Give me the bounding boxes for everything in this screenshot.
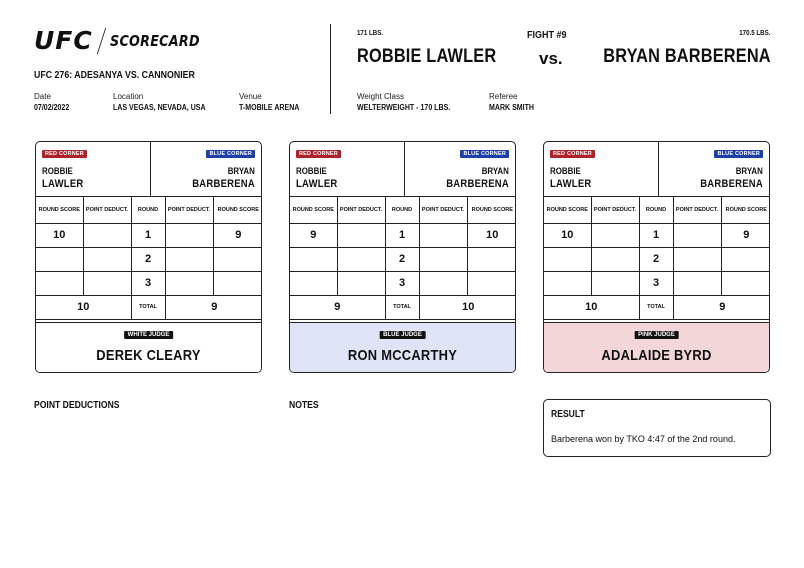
judge-name: ADALAIDE BYRD <box>601 347 712 364</box>
red-round-score <box>290 271 337 295</box>
blue-round-score <box>467 247 516 271</box>
red-point-deduct <box>337 247 385 271</box>
red-round-score: 10 <box>36 223 83 247</box>
blue-point-deduct <box>165 271 213 295</box>
blue-point-deduct <box>419 247 467 271</box>
judge-badge: WHITE JUDGE <box>124 331 174 339</box>
point-deduct-header: POINT DEDUCT. <box>673 197 721 223</box>
score-table <box>290 197 516 320</box>
card-header-divider <box>404 142 405 197</box>
round-header: ROUND <box>131 197 165 223</box>
score-table <box>544 197 770 320</box>
round-number: 2 <box>131 247 165 271</box>
blue-point-deduct <box>673 247 721 271</box>
card-fighters-header <box>544 142 769 197</box>
card-header-divider <box>150 142 151 197</box>
blue-point-deduct <box>419 271 467 295</box>
logo-subtitle: SCORECARD <box>109 31 200 50</box>
red-corner-badge: RED CORNER <box>42 150 87 158</box>
blue-last-name: BARBERENA <box>192 178 255 190</box>
red-point-deduct <box>591 247 639 271</box>
total-label: TOTAL <box>131 295 165 319</box>
red-round-score <box>544 271 591 295</box>
blue-last-name: BARBERENA <box>446 178 509 190</box>
judge-area <box>36 322 261 373</box>
round-row <box>544 247 770 271</box>
blue-point-deduct <box>165 247 213 271</box>
round-number: 3 <box>385 271 419 295</box>
location-value: LAS VEGAS, NEVADA, USA <box>113 103 206 112</box>
score-table <box>36 197 262 320</box>
round-header: ROUND <box>639 197 673 223</box>
blue-round-score <box>213 247 262 271</box>
round-number: 2 <box>385 247 419 271</box>
score-table-header <box>36 197 262 223</box>
logo-text: UFC <box>34 26 93 55</box>
card-fighters-header <box>36 142 261 197</box>
round-row <box>36 247 262 271</box>
round-score-header: ROUND SCORE <box>36 197 83 223</box>
judge-scorecard-2 <box>289 141 516 373</box>
red-corner-badge: RED CORNER <box>296 150 341 158</box>
red-weight: 171 LBS. <box>357 30 384 37</box>
venue-value: T-MOBILE ARENA <box>239 103 300 112</box>
round-number: 1 <box>131 223 165 247</box>
judge-name: DEREK CLEARY <box>96 347 201 364</box>
blue-round-score: 9 <box>721 223 770 247</box>
red-point-deduct <box>337 271 385 295</box>
blue-total: 9 <box>673 295 770 319</box>
round-number: 1 <box>639 223 673 247</box>
judge-scorecard-1 <box>35 141 262 373</box>
blue-corner-badge: BLUE CORNER <box>714 150 763 158</box>
point-deduct-header: POINT DEDUCT. <box>165 197 213 223</box>
blue-round-score: 9 <box>213 223 262 247</box>
round-row <box>290 247 516 271</box>
blue-corner-badge: BLUE CORNER <box>460 150 509 158</box>
total-row <box>290 295 516 319</box>
round-row <box>290 271 516 295</box>
ufc-logo <box>34 26 215 55</box>
red-corner-badge: RED CORNER <box>550 150 595 158</box>
red-point-deduct <box>83 223 131 247</box>
blue-weight: 170.5 LBS. <box>738 30 770 37</box>
red-round-score <box>36 247 83 271</box>
round-score-header: ROUND SCORE <box>467 197 516 223</box>
red-point-deduct <box>591 223 639 247</box>
round-row <box>36 223 262 247</box>
red-round-score <box>36 271 83 295</box>
round-number: 3 <box>131 271 165 295</box>
score-table-header <box>290 197 516 223</box>
red-point-deduct <box>337 223 385 247</box>
total-row <box>544 295 770 319</box>
round-number: 3 <box>639 271 673 295</box>
round-score-header: ROUND SCORE <box>290 197 337 223</box>
blue-point-deduct <box>673 271 721 295</box>
judge-area <box>290 322 515 373</box>
point-deduct-header: POINT DEDUCT. <box>83 197 131 223</box>
card-header-divider <box>658 142 659 197</box>
notes-title: NOTES <box>289 400 319 411</box>
total-label: TOTAL <box>385 295 419 319</box>
blue-fighter-name: BRYAN BARBERENA <box>603 46 771 67</box>
blue-point-deduct <box>419 223 467 247</box>
round-row <box>544 271 770 295</box>
red-point-deduct <box>83 271 131 295</box>
round-score-header: ROUND SCORE <box>721 197 770 223</box>
round-score-header: ROUND SCORE <box>213 197 262 223</box>
date-label: Date <box>34 92 51 101</box>
referee-value: MARK SMITH <box>489 103 534 112</box>
venue-label: Venue <box>239 92 262 101</box>
round-row <box>290 223 516 247</box>
blue-first-name: BRYAN <box>735 166 763 176</box>
weight-class-value: WELTERWEIGHT - 170 LBS. <box>357 103 451 112</box>
red-last-name: LAWLER <box>550 178 592 190</box>
header-divider <box>330 24 331 114</box>
red-round-score: 10 <box>544 223 591 247</box>
round-header: ROUND <box>385 197 419 223</box>
red-last-name: LAWLER <box>296 178 338 190</box>
blue-round-score: 10 <box>467 223 516 247</box>
red-round-score <box>290 247 337 271</box>
point-deduct-header: POINT DEDUCT. <box>419 197 467 223</box>
judge-area <box>544 322 769 373</box>
round-number: 2 <box>639 247 673 271</box>
blue-total: 9 <box>165 295 262 319</box>
weight-class-label: Weight Class <box>357 92 404 101</box>
referee-label: Referee <box>489 92 518 101</box>
blue-round-score <box>721 271 770 295</box>
blue-point-deduct <box>673 223 721 247</box>
red-total: 10 <box>36 295 131 319</box>
red-point-deduct <box>591 271 639 295</box>
red-round-score: 9 <box>290 223 337 247</box>
card-fighters-header <box>290 142 515 197</box>
judge-badge: BLUE JUDGE <box>379 331 426 339</box>
blue-corner-badge: BLUE CORNER <box>206 150 255 158</box>
blue-round-score <box>721 247 770 271</box>
fight-number: FIGHT #9 <box>527 30 567 41</box>
round-score-header: ROUND SCORE <box>544 197 591 223</box>
red-total: 9 <box>290 295 385 319</box>
red-round-score <box>544 247 591 271</box>
red-fighter-name: ROBBIE LAWLER <box>357 46 497 67</box>
red-last-name: LAWLER <box>42 178 84 190</box>
result-box <box>543 399 771 457</box>
red-first-name: ROBBIE <box>42 166 73 176</box>
total-row <box>36 295 262 319</box>
point-deduct-header: POINT DEDUCT. <box>591 197 639 223</box>
red-total: 10 <box>544 295 639 319</box>
blue-point-deduct <box>165 223 213 247</box>
round-number: 1 <box>385 223 419 247</box>
location-label: Location <box>113 92 144 101</box>
blue-first-name: BRYAN <box>481 166 509 176</box>
blue-last-name: BARBERENA <box>700 178 763 190</box>
blue-first-name: BRYAN <box>227 166 255 176</box>
round-row <box>36 271 262 295</box>
logo-divider <box>97 28 106 54</box>
judge-scorecard-3 <box>543 141 770 373</box>
event-title: UFC 276: ADESANYA VS. CANNONIER <box>34 70 195 81</box>
result-text: Barberena won by TKO 4:47 of the 2nd round. <box>551 434 736 444</box>
blue-round-score <box>467 271 516 295</box>
blue-total: 10 <box>419 295 516 319</box>
point-deduct-header: POINT DEDUCT. <box>337 197 385 223</box>
score-table-header <box>544 197 770 223</box>
vs-label: vs. <box>539 49 563 68</box>
judge-badge: PINK JUDGE <box>634 331 679 339</box>
red-first-name: ROBBIE <box>550 166 581 176</box>
red-first-name: ROBBIE <box>296 166 327 176</box>
result-title: RESULT <box>551 409 585 420</box>
blue-round-score <box>213 271 262 295</box>
date-value: 07/02/2022 <box>34 103 70 112</box>
red-point-deduct <box>83 247 131 271</box>
round-row <box>544 223 770 247</box>
judge-name: RON MCCARTHY <box>347 347 458 364</box>
total-label: TOTAL <box>639 295 673 319</box>
point-deductions-title: POINT DEDUCTIONS <box>34 400 120 411</box>
